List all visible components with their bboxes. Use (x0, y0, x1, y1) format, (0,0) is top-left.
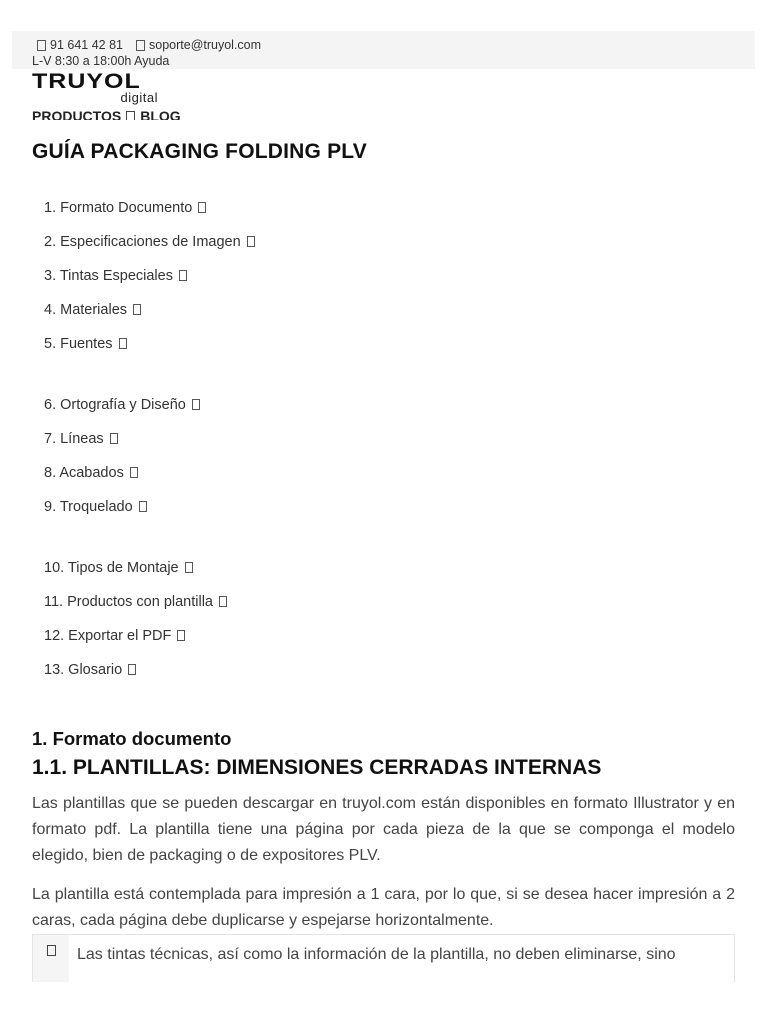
anchor-icon (247, 236, 255, 247)
toc-item[interactable] (44, 334, 255, 354)
anchor-icon (198, 202, 206, 213)
top-contact-bar (12, 31, 755, 69)
toc-item-label[interactable]: 2. Especificaciones de Imagen (44, 234, 241, 250)
toc-item-label[interactable]: 12. Exportar el PDF (44, 628, 172, 644)
toc-item[interactable] (44, 198, 255, 218)
toc-item[interactable] (44, 592, 255, 612)
table-of-contents (44, 198, 255, 680)
info-icon (47, 945, 56, 956)
body-paragraph: La plantilla está contemplada para impresión a 1 cara, por lo que, si se desea hacer impresión a 2 caras, cada página debe duplicarse y espejarse horizontalmente. (32, 886, 735, 929)
page-title: GUÍA PACKAGING FOLDING PLV (32, 140, 367, 163)
toc-item-label[interactable]: 7. Líneas (44, 431, 104, 447)
subsection-heading: 1.1. PLANTILLAS: DIMENSIONES CERRADAS INTERNAS (32, 756, 602, 779)
info-note-box (32, 934, 735, 982)
chevron-down-icon[interactable] (126, 111, 135, 120)
toc-item[interactable] (44, 300, 255, 320)
note-icon-strip (33, 935, 69, 982)
toc-item-label[interactable]: 5. Fuentes (44, 336, 113, 352)
anchor-icon (130, 467, 138, 478)
phone-icon (37, 40, 46, 51)
truyol-logo[interactable] (32, 70, 162, 106)
toc-item[interactable] (44, 232, 255, 252)
toc-item-label[interactable]: 4. Materiales (44, 302, 128, 318)
envelope-icon (136, 40, 145, 51)
anchor-icon (219, 596, 227, 607)
toc-item-label[interactable]: 11. Productos con plantilla (44, 594, 214, 610)
anchor-icon (192, 399, 200, 410)
section-heading: 1. Formato documento (32, 728, 232, 749)
toc-item[interactable] (44, 395, 255, 415)
toc-item[interactable] (44, 429, 255, 449)
body-paragraph: Las plantillas que se pueden descargar en truyol.com están disponibles en formato Illustrator y en formato pdf. La plantilla tiene una página por cada pieza de la que se componga el modelo elegido, bien de packaging o de expositores PLV. (32, 795, 735, 864)
toc-item[interactable] (44, 266, 255, 286)
toc-item-label[interactable]: 3. Tintas Especiales (44, 268, 173, 284)
nav-item-blog[interactable]: BLOG (140, 108, 181, 120)
hours-text[interactable]: L-V 8:30 a 18:00h Ayuda (32, 54, 170, 68)
anchor-icon (110, 433, 118, 444)
anchor-icon (133, 304, 141, 315)
logo-wordmark: TRUYOL (32, 69, 141, 93)
toc-item-label[interactable]: 10. Tipos de Montaje (44, 560, 179, 576)
toc-item-label[interactable]: 1. Formato Documento (44, 200, 193, 216)
toc-item-label[interactable]: 6. Ortografía y Diseño (44, 397, 186, 413)
anchor-icon (177, 630, 185, 641)
anchor-icon (119, 338, 127, 349)
main-nav (32, 108, 181, 120)
toc-item[interactable] (44, 626, 255, 646)
anchor-icon (139, 501, 147, 512)
toc-item-label[interactable]: 8. Acabados (44, 465, 124, 481)
anchor-icon (179, 270, 187, 281)
toc-item[interactable] (44, 558, 255, 578)
toc-item-label[interactable]: 13. Glosario (44, 662, 123, 678)
toc-item[interactable] (44, 497, 255, 517)
phone-link[interactable]: 91 641 42 81 (50, 38, 123, 52)
anchor-icon (185, 562, 193, 573)
anchor-icon (128, 664, 136, 675)
contact-line (32, 37, 755, 53)
toc-item-label[interactable]: 9. Troquelado (44, 499, 133, 515)
nav-item-productos[interactable]: PRODUCTOS (32, 108, 122, 120)
toc-item[interactable] (44, 463, 255, 483)
toc-item[interactable] (44, 660, 255, 680)
email-link[interactable]: soporte@truyol.com (149, 38, 262, 52)
logo-subtitle: digital (120, 90, 158, 105)
note-text: Las tintas técnicas, así como la información de la plantilla, no deben eliminarse, sino (77, 946, 676, 963)
